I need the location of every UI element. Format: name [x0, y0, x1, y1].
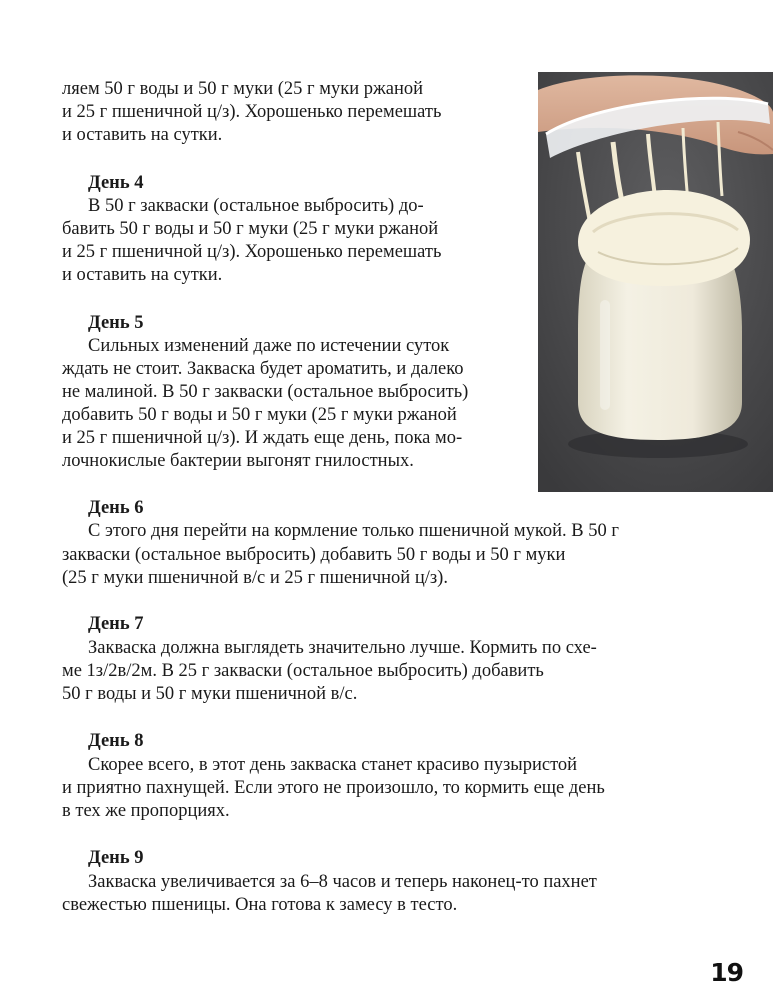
day-heading: День 4 [88, 173, 144, 193]
text-line: свежестью пшеницы. Она готова к замесу в тесто. [62, 895, 458, 915]
text-line: С этого дня перейти на кормление только пшеничной мукой. В 50 г [88, 521, 619, 541]
text-line: (25 г муки пшеничной в/с и 25 г пшеничной ц/з). [62, 568, 448, 588]
day-heading: День 5 [88, 313, 144, 333]
text-line: Закваска увеличивается за 6–8 часов и теперь наконец-то пахнет [88, 872, 597, 892]
text-line: 50 г воды и 50 г муки пшеничной в/с. [62, 684, 358, 704]
text-line: в тех же пропорциях. [62, 801, 230, 821]
text-line: ме 1з/2в/2м. В 25 г закваски (остальное выбросить) добавить [62, 661, 544, 681]
text-line: и приятно пахнущей. Если этого не произошло, то кормить еще день [62, 778, 605, 798]
text-line: ждать не стоит. Закваска будет ароматить, и далеко [62, 359, 464, 379]
text-line: и 25 г пшеничной ц/з). Хорошенько перемешать [62, 242, 442, 262]
page-number: 19 [710, 958, 743, 987]
text-line: бавить 50 г воды и 50 г муки (25 г муки ржаной [62, 219, 439, 239]
sourdough-jar-photo [538, 72, 773, 492]
text-line: закваски (остальное выбросить) добавить 50 г воды и 50 г муки [62, 545, 566, 565]
text-line: Закваска должна выглядеть значительно лучше. Кормить по схе- [88, 638, 597, 658]
text-line: и оставить на сутки. [62, 265, 223, 285]
day-heading: День 7 [88, 614, 144, 634]
text-line: Сильных изменений даже по истечении суток [88, 336, 450, 356]
day-heading: День 8 [88, 731, 144, 751]
day-heading: День 6 [88, 498, 144, 518]
text-line: Скорее всего, в этот день закваска станет красиво пузыристой [88, 755, 578, 775]
text-line: лочнокислые бактерии выгонят гнилостных. [62, 451, 414, 471]
jar-illustration [538, 72, 773, 492]
text-line: добавить 50 г воды и 50 г муки (25 г муки ржаной [62, 405, 457, 425]
text-line: и 25 г пшеничной ц/з). И ждать еще день, пока мо- [62, 428, 463, 448]
text-line: не малиной. В 50 г закваски (остальное выбросить) [62, 382, 469, 402]
day-heading: День 9 [88, 848, 144, 868]
text-line: В 50 г закваски (остальное выбросить) до- [88, 196, 424, 216]
text-line: и 25 г пшеничной ц/з). Хорошенько перемешать [62, 102, 442, 122]
text-line: ляем 50 г воды и 50 г муки (25 г муки ржаной [62, 79, 424, 99]
text-line: и оставить на сутки. [62, 125, 223, 145]
